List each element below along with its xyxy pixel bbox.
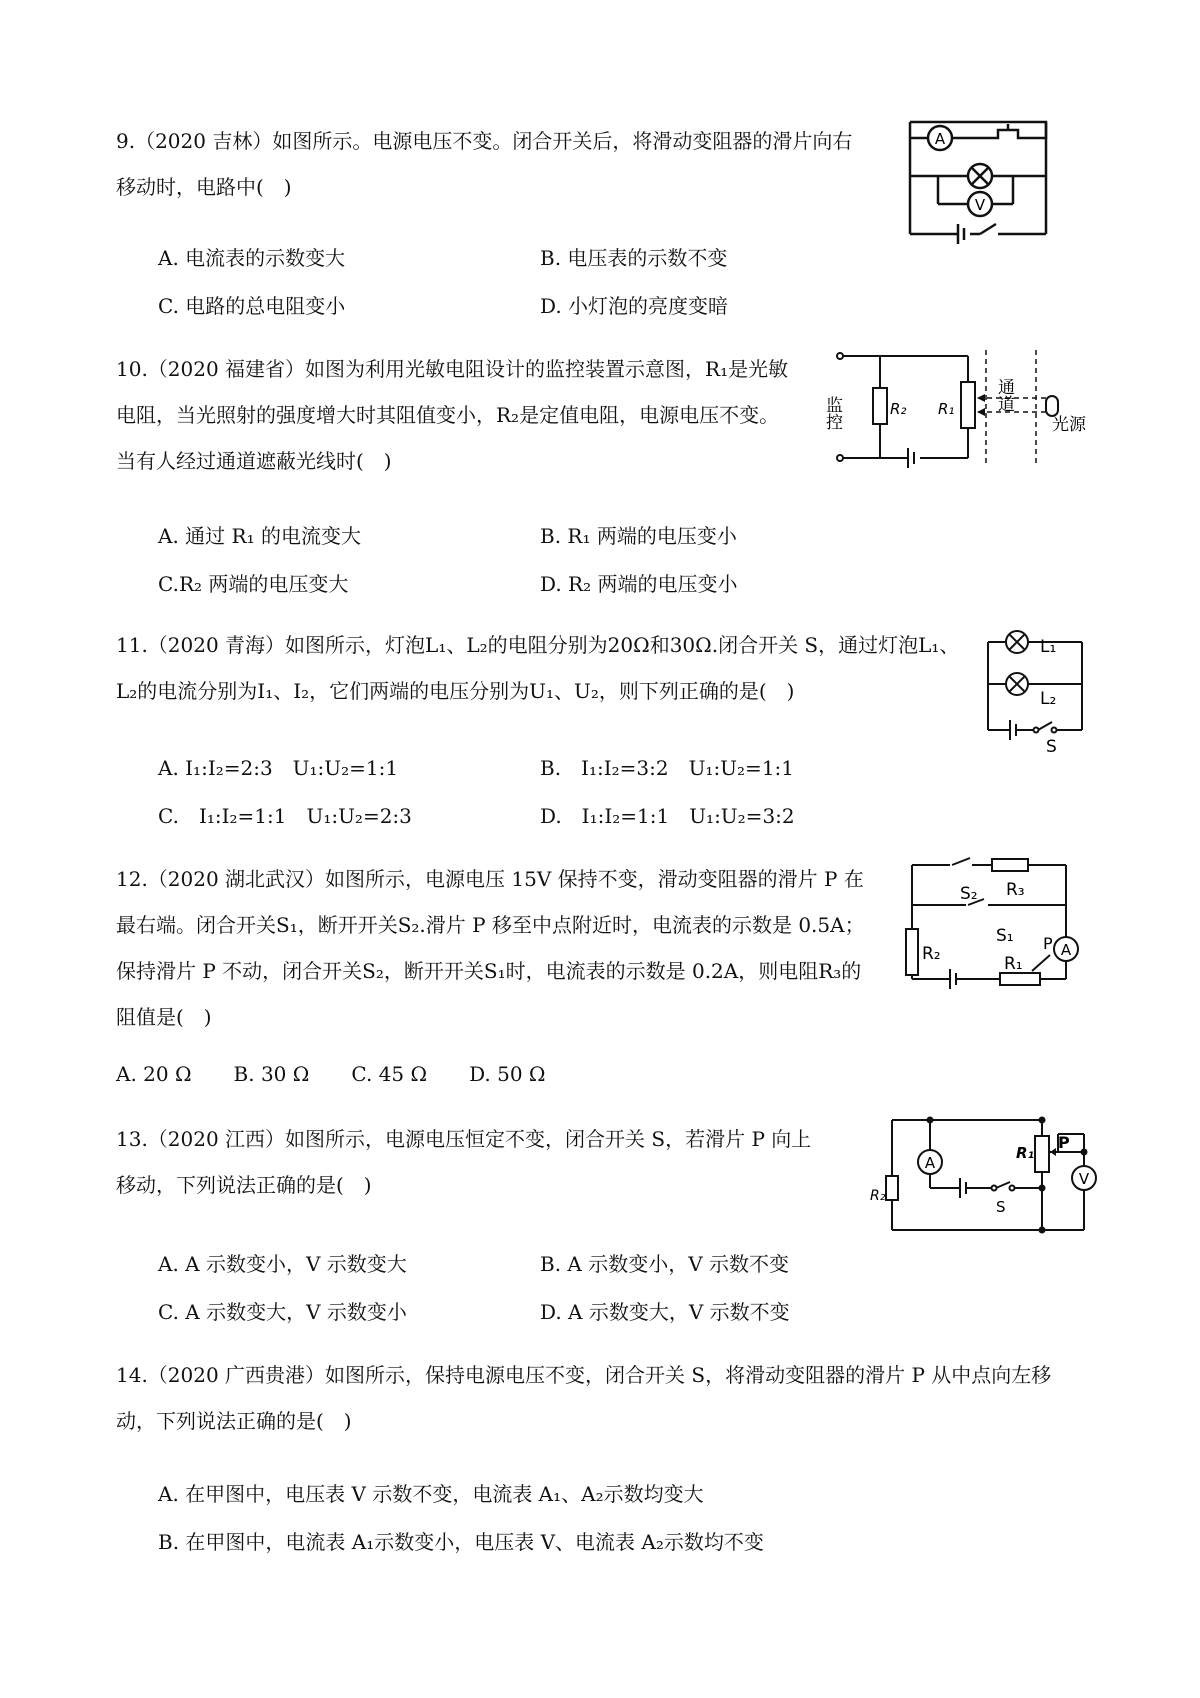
option-12b: B. 30 Ω — [233, 1062, 310, 1086]
option-14a: A. 在甲图中，电压表 V 示数不变，电流表 A₁、A₂示数均变大 — [158, 1482, 704, 1506]
question-12-line-3: 保持滑片 P 不动，闭合开关S₂，断开开关S₁时，电流表的示数是 0.2A，则电阻R₃的 — [116, 959, 862, 983]
question-13 — [116, 1116, 811, 1208]
ammeter-label: A — [934, 130, 946, 148]
question-10-line-2: 电阻，当光照射的强度增大时其阻值变小，R₂是定值电阻，电源电压不变。 — [116, 403, 780, 427]
options-12 — [116, 1062, 588, 1086]
light-source-label: 光源 — [1052, 415, 1086, 435]
option-13b: B. A 示数变小，V 示数不变 — [540, 1252, 790, 1276]
option-9a: A. 电流表的示数变大 — [158, 246, 346, 270]
option-11a: A. I₁:I₂=2:3 U₁:U₂=1:1 — [158, 756, 399, 780]
option-9c: C. 电路的总电阻变小 — [158, 294, 346, 318]
option-10d: D. R₂ 两端的电压变小 — [540, 572, 738, 596]
option-13a: A. A 示数变小，V 示数变大 — [158, 1252, 407, 1276]
option-10c: C.R₂ 两端的电压变大 — [158, 572, 349, 596]
p-label: P — [1043, 934, 1053, 953]
option-13d: D. A 示数变大，V 示数不变 — [540, 1300, 790, 1324]
question-10-line-1: 10.（2020 福建省）如图为利用光敏电阻设计的监控装置示意图，R₁是光敏 — [116, 357, 789, 381]
r2-label: R₂ — [922, 944, 941, 964]
s2-label: S₂ — [960, 884, 978, 904]
option-12a: A. 20 Ω — [116, 1062, 192, 1086]
question-13-line-2: 移动，下列说法正确的是( ) — [116, 1173, 372, 1197]
p-label: P — [1058, 1133, 1070, 1152]
option-12c: C. 45 Ω — [351, 1062, 428, 1086]
monitor-label: 监控 — [822, 396, 842, 430]
question-12 — [116, 856, 865, 1040]
r3-label: R₃ — [1006, 880, 1025, 900]
option-13c: C. A 示数变大，V 示数变小 — [158, 1300, 407, 1324]
s1-label: S₁ — [996, 926, 1014, 946]
ammeter-label: A — [924, 1154, 936, 1172]
question-11-line-2: L₂的电流分别为I₁、I₂，它们两端的电压分别为U₁、U₂，则下列正确的是( ) — [116, 679, 795, 703]
question-14-line-1: 14.（2020 广西贵港）如图所示，保持电源电压不变，闭合开关 S，将滑动变阻器的滑片 P 从中点向左移 — [116, 1363, 1052, 1387]
l2-label: L₂ — [1040, 689, 1057, 709]
question-14-line-2: 动，下列说法正确的是( ) — [116, 1409, 352, 1433]
circuit-figure-13 — [860, 1116, 1090, 1240]
question-11-line-1: 11.（2020 青海）如图所示，灯泡L₁、L₂的电阻分别为20Ω和30Ω.闭合开关 S，通过灯泡L₁、 — [116, 633, 960, 657]
r1-label: R₁ — [1016, 1144, 1035, 1162]
channel-label: 通道 — [994, 378, 1014, 412]
option-10a: A. 通过 R₁ 的电流变大 — [158, 524, 361, 548]
s-label: S — [996, 1198, 1006, 1216]
option-9b: B. 电压表的示数不变 — [540, 246, 728, 270]
question-12-line-4: 阻值是( ) — [116, 1005, 212, 1029]
question-14 — [116, 1352, 1051, 1444]
question-13-line-1: 13.（2020 江西）如图所示，电源电压恒定不变，闭合开关 S，若滑片 P 向上 — [116, 1127, 812, 1151]
question-12-line-2: 最右端。闭合开关S₁，断开开关S₂.滑片 P 移至中点附近时，电流表的示数是 0.5A； — [116, 913, 865, 937]
question-9-line-1: 9.（2020 吉林）如图所示。电源电压不变。闭合开关后，将滑动变阻器的滑片向右 — [116, 129, 853, 153]
option-11d: D. I₁:I₂=1:1 U₁:U₂=3:2 — [540, 804, 795, 828]
question-11 — [116, 622, 959, 714]
r2-label: R₂ — [870, 1188, 886, 1204]
l1-label: L₁ — [1040, 637, 1057, 657]
question-10-line-3: 当有人经过通道遮蔽光线时( ) — [116, 449, 392, 473]
s-label: S — [1046, 737, 1057, 757]
r1-label: R₁ — [938, 400, 955, 418]
circuit-figure-9 — [898, 118, 1063, 243]
r2-label: R₂ — [890, 400, 907, 418]
question-12-line-1: 12.（2020 湖北武汉）如图所示，电源电压 15V 保持不变，滑动变阻器的滑片 P 在 — [116, 867, 864, 891]
voltmeter-label: V — [1078, 1170, 1090, 1188]
circuit-figure-11 — [980, 630, 1090, 755]
ammeter-label: A — [1060, 941, 1072, 959]
r1-label: R₁ — [1004, 954, 1023, 974]
question-9 — [116, 118, 852, 210]
question-10 — [116, 346, 788, 484]
option-11b: B. I₁:I₂=3:2 U₁:U₂=1:1 — [540, 756, 795, 780]
option-12d: D. 50 Ω — [469, 1062, 546, 1086]
option-11c: C. I₁:I₂=1:1 U₁:U₂=2:3 — [158, 804, 412, 828]
option-10b: B. R₁ 两端的电压变小 — [540, 524, 737, 548]
circuit-figure-10 — [822, 348, 1090, 468]
question-9-line-2: 移动时，电路中( ) — [116, 175, 292, 199]
voltmeter-label: V — [974, 196, 986, 214]
circuit-figure-12 — [900, 855, 1090, 993]
option-14b: B. 在甲图中，电流表 A₁示数变小，电压表 V、电流表 A₂示数均不变 — [158, 1530, 764, 1554]
option-9d: D. 小灯泡的亮度变暗 — [540, 294, 729, 318]
